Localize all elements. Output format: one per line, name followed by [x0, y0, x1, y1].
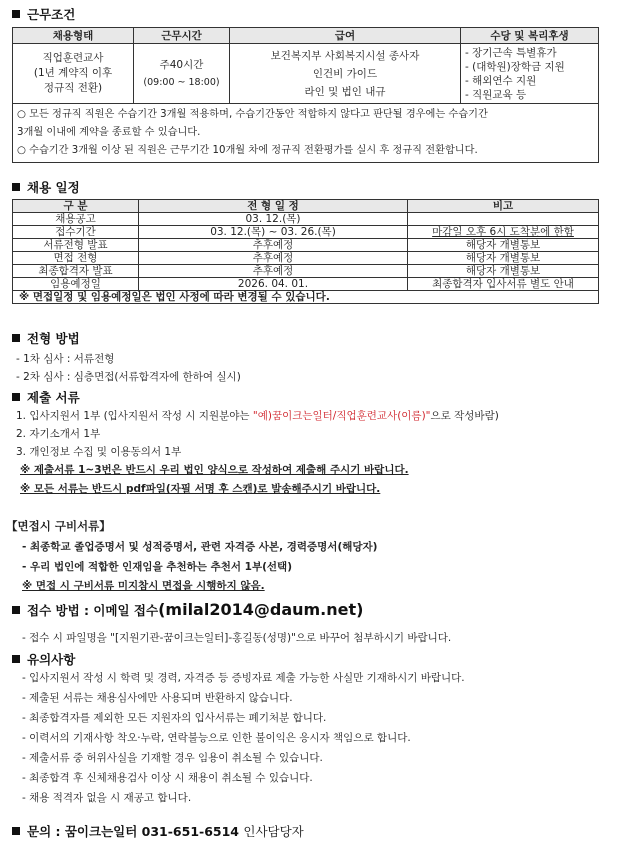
interview-item-1: - 최종학교 졸업증명서 및 성적증명서, 관련 자격증 사본, 경력증명서(해당자) — [22, 541, 378, 553]
section-title-schedule: 채용 일정 — [12, 178, 80, 196]
section-title-interview: 【면접시 구비서류】 — [6, 519, 111, 533]
square-bullet-icon — [12, 183, 20, 191]
docs-warning-1: ※ 제출서류 1~3번은 반드시 우리 법인 양식으로 작성하여 제출해 주시기 바랍니다. — [20, 464, 409, 476]
process-item-1: - 1차 심사 : 서류전형 — [16, 353, 115, 365]
caution-item: - 제출서류 중 허위사실을 기재할 경우 임용이 취소될 수 있습니다. — [22, 752, 323, 764]
process-item-2: - 2차 심사 : 심층면접(서류합격자에 한하여 실시) — [16, 371, 241, 383]
section-title-docs: 제출 서류 — [12, 388, 80, 406]
square-bullet-icon — [12, 655, 20, 663]
docs-warning-2: ※ 모든 서류는 반드시 pdf파일(자필 서명 후 스캔)로 발송해주시기 바랍니다. — [20, 483, 381, 495]
caution-item: - 채용 적격자 없을 시 재공고 합니다. — [22, 792, 192, 804]
square-bullet-icon — [12, 334, 20, 342]
interview-warning: ※ 면접 시 구비서류 미지참시 면접을 시행하지 않음. — [22, 580, 265, 592]
section-title-process: 전형 방법 — [12, 329, 80, 347]
caution-item: - 최종합격 후 신체채용검사 이상 시 채용이 취소될 수 있습니다. — [22, 772, 313, 784]
table-row: 임용예정일 2026. 04. 01. 최종합격자 입사서류 별도 안내 — [13, 278, 599, 291]
table-row: 접수기간 03. 12.(목) ~ 03. 26.(목) 마감일 오후 6시 도착분에 한함 — [13, 226, 599, 239]
header-hours: 근무시간 — [134, 28, 230, 44]
docs-item-2: 2. 자기소개서 1부 — [16, 428, 101, 440]
apply-note: - 접수 시 파일명을 "[지원기관-꿈이크는일터]-홍길동(성명)"으로 바꾸어 첨부하시기 바랍니다. — [22, 632, 452, 644]
table-row: 채용공고 03. 12.(목) — [13, 213, 599, 226]
table-row: 서류전형 발표 추후예정 해당자 개별통보 — [13, 239, 599, 252]
schedule-header-category: 구 분 — [13, 200, 139, 213]
docs-item-1: 1. 입사지원서 1부 (입사지원서 작성 시 지원분야는 "예)꿈이크는일터/직업훈련교사(이름)"으로 작성바람) — [16, 410, 499, 422]
schedule-footnote: ※ 면접일정 및 임용예정일은 법인 사정에 따라 변경될 수 있습니다. — [13, 291, 599, 304]
caution-item: - 최종합격자를 제외한 모든 지원자의 입사서류는 폐기처분 합니다. — [22, 712, 327, 724]
docs-item-3: 3. 개인정보 수집 및 이용동의서 1부 — [16, 446, 182, 458]
table-row: 면접 전형 추후예정 해당자 개별통보 — [13, 252, 599, 265]
section-title-apply: 접수 방법 : 이메일 접수(milal2014@daum.net) — [12, 600, 363, 619]
square-bullet-icon — [12, 393, 20, 401]
section-title-work: 근무조건 — [12, 5, 75, 23]
hours-cell: 주40시간 (09:00 ~ 18:00) — [134, 44, 230, 104]
work-conditions-table — [12, 27, 599, 163]
schedule-table — [12, 199, 599, 304]
header-benefits: 수당 및 복리후생 — [461, 28, 599, 44]
section-title-caution: 유의사항 — [12, 650, 75, 668]
contact-line: 문의 : 꿈이크는일터 031-651-6514 인사담당자 — [12, 822, 304, 840]
square-bullet-icon — [12, 606, 20, 614]
caution-item: - 입사지원서 작성 시 학력 및 경력, 자격증 등 증빙자료 제출 가능한 사실만 기재하시기 바랍니다. — [22, 672, 465, 684]
interview-item-2: - 우리 법인에 적합한 인재임을 추천하는 추천서 1부(선택) — [22, 561, 292, 573]
header-salary: 급여 — [230, 28, 461, 44]
schedule-header-note: 비고 — [408, 200, 599, 213]
benefits-cell: - 장기근속 특별휴가 - (대학원)장학금 지원 - 해외연수 지원 - 직원교육 등 — [461, 44, 599, 104]
apply-email: (milal2014@daum.net) — [158, 600, 364, 619]
table-row: 최종합격자 발표 추후예정 해당자 개별통보 — [13, 265, 599, 278]
employment-cell: 직업훈련교사 (1년 계약직 이후 정규직 전환) — [13, 44, 134, 104]
salary-cell: 보건복지부 사회복지시설 종사자 인건비 가이드 라인 및 법인 내규 — [230, 44, 461, 104]
caution-item: - 제출된 서류는 채용심사에만 사용되며 반환하지 않습니다. — [22, 692, 293, 704]
work-notes-cell: ○ 모든 정규직 직원은 수습기간 3개월 적용하며, 수습기간동안 적합하지 않다고 판단될 경우에는 수습기간 3개월 이내에 계약을 종료할 수 있습니다. ○ 수습기간 3개월 이상 된 직원은 근무기간 10개월 차에 정규직 전환평가를 실시 후 정규직 전환합니다. — [13, 104, 599, 163]
header-employment: 채용형태 — [13, 28, 134, 44]
schedule-header-date: 전 형 일 정 — [139, 200, 408, 213]
caution-item: - 이력서의 기재사항 착오·누락, 연락불능으로 인한 불이익은 응시자 책임으로 합니다. — [22, 732, 411, 744]
square-bullet-icon — [12, 10, 20, 18]
square-bullet-icon — [12, 827, 20, 835]
